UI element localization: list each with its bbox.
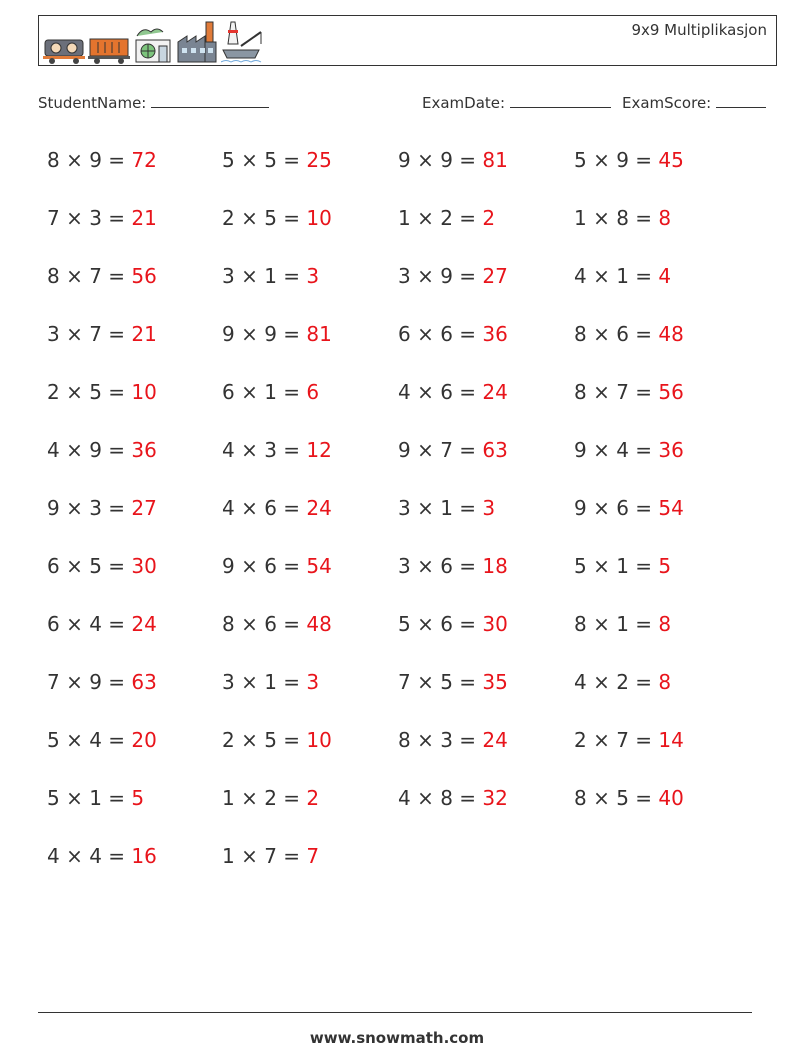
problem-answer: 27: [131, 496, 157, 520]
problem-item: [222, 206, 332, 230]
problem-item: [574, 786, 684, 810]
problem-answer: 54: [658, 496, 684, 520]
problem-question: 2 × 5 =: [222, 728, 307, 752]
problem-item: [574, 438, 684, 462]
header-box: [38, 15, 777, 66]
problem-question: 2 × 7 =: [574, 728, 659, 752]
problem-answer: 6: [306, 380, 320, 404]
problem-question: 6 × 4 =: [47, 612, 132, 636]
problem-question: 9 × 4 =: [574, 438, 659, 462]
problem-item: [222, 438, 332, 462]
problem-item: [47, 670, 157, 694]
problem-answer: 20: [131, 728, 157, 752]
student-name-field: [38, 93, 269, 112]
problem-answer: 24: [482, 728, 508, 752]
problem-answer: 10: [306, 728, 332, 752]
problem-question: 8 × 7 =: [574, 380, 659, 404]
problem-item: [47, 438, 157, 462]
power-plant-icon: [133, 24, 173, 64]
problem-answer: 18: [482, 554, 508, 578]
problem-question: 5 × 4 =: [47, 728, 132, 752]
exam-score-field: [622, 93, 766, 112]
problem-item: [398, 322, 508, 346]
problem-answer: 81: [306, 322, 332, 346]
problem-question: 2 × 5 =: [222, 206, 307, 230]
problem-question: 7 × 5 =: [398, 670, 483, 694]
problem-item: [47, 322, 157, 346]
problem-question: 9 × 6 =: [222, 554, 307, 578]
problem-answer: 56: [131, 264, 157, 288]
problem-question: 3 × 6 =: [398, 554, 483, 578]
problem-answer: 5: [658, 554, 672, 578]
problem-item: [574, 496, 684, 520]
problem-question: 8 × 5 =: [574, 786, 659, 810]
problem-item: [574, 554, 671, 578]
problem-question: 9 × 6 =: [574, 496, 659, 520]
problem-question: 2 × 5 =: [47, 380, 132, 404]
problem-item: [47, 496, 157, 520]
problem-item: [47, 264, 157, 288]
problem-answer: 21: [131, 206, 157, 230]
problem-answer: 3: [482, 496, 496, 520]
problem-item: [398, 612, 508, 636]
problem-item: [47, 844, 157, 868]
problem-answer: 63: [131, 670, 157, 694]
problem-item: [398, 206, 495, 230]
problem-question: 1 × 7 =: [222, 844, 307, 868]
problem-item: [574, 148, 684, 172]
footer-url: www.snowmath.com: [309, 1029, 485, 1047]
problem-question: 4 × 1 =: [574, 264, 659, 288]
problem-answer: 12: [306, 438, 332, 462]
problem-item: [574, 670, 671, 694]
problem-item: [398, 380, 508, 404]
problem-question: 9 × 9 =: [222, 322, 307, 346]
problem-question: 5 × 9 =: [574, 148, 659, 172]
problem-question: 9 × 9 =: [398, 148, 483, 172]
problem-question: 4 × 8 =: [398, 786, 483, 810]
problem-answer: 32: [482, 786, 508, 810]
exam-date-field: [422, 93, 611, 112]
problem-question: 5 × 1 =: [47, 786, 132, 810]
problem-item: [222, 322, 332, 346]
problem-item: [398, 670, 508, 694]
problem-answer: 36: [482, 322, 508, 346]
problem-item: [574, 728, 684, 752]
problem-question: 4 × 9 =: [47, 438, 132, 462]
problem-question: 8 × 1 =: [574, 612, 659, 636]
student-name-blank: [151, 93, 269, 108]
problem-answer: 63: [482, 438, 508, 462]
problem-item: [47, 148, 157, 172]
oil-rig-icon: [221, 20, 265, 64]
problem-item: [222, 670, 319, 694]
problem-answer: 35: [482, 670, 508, 694]
problem-answer: 3: [306, 670, 320, 694]
problem-item: [398, 496, 495, 520]
problem-answer: 25: [306, 148, 332, 172]
problem-question: 6 × 5 =: [47, 554, 132, 578]
tank-wagon-icon: [43, 34, 85, 64]
problem-item: [47, 612, 157, 636]
problem-item: [222, 264, 319, 288]
problem-answer: 45: [658, 148, 684, 172]
problem-answer: 14: [658, 728, 684, 752]
problem-question: 8 × 3 =: [398, 728, 483, 752]
problem-question: 3 × 9 =: [398, 264, 483, 288]
problem-item: [222, 148, 332, 172]
problem-answer: 8: [658, 612, 672, 636]
problem-answer: 2: [306, 786, 320, 810]
problem-question: 9 × 7 =: [398, 438, 483, 462]
problem-question: 4 × 2 =: [574, 670, 659, 694]
problem-question: 6 × 1 =: [222, 380, 307, 404]
problem-answer: 10: [306, 206, 332, 230]
problem-question: 9 × 3 =: [47, 496, 132, 520]
problem-question: 4 × 3 =: [222, 438, 307, 462]
problem-item: [222, 380, 319, 404]
problem-item: [222, 496, 332, 520]
problem-item: [398, 728, 508, 752]
problem-answer: 21: [131, 322, 157, 346]
problem-question: 8 × 6 =: [222, 612, 307, 636]
problem-answer: 2: [482, 206, 496, 230]
problem-answer: 24: [131, 612, 157, 636]
problem-answer: 3: [306, 264, 320, 288]
problem-item: [47, 786, 144, 810]
problem-item: [398, 554, 508, 578]
problem-question: 4 × 4 =: [47, 844, 132, 868]
problem-item: [222, 554, 332, 578]
worksheet-title: 9x9 Multiplikasjon: [631, 21, 767, 39]
problem-answer: 48: [306, 612, 332, 636]
problem-item: [47, 380, 157, 404]
problem-question: 3 × 1 =: [222, 264, 307, 288]
problem-answer: 8: [658, 670, 672, 694]
problem-item: [574, 264, 671, 288]
problem-item: [222, 786, 319, 810]
problem-question: 4 × 6 =: [398, 380, 483, 404]
problem-answer: 30: [482, 612, 508, 636]
exam-date-label: ExamDate:: [422, 94, 506, 112]
problem-answer: 30: [131, 554, 157, 578]
problem-item: [222, 612, 332, 636]
problem-question: 3 × 1 =: [222, 670, 307, 694]
problem-question: 5 × 6 =: [398, 612, 483, 636]
factory-icon: [176, 20, 218, 64]
problem-question: 8 × 9 =: [47, 148, 132, 172]
problem-question: 7 × 3 =: [47, 206, 132, 230]
problem-question: 1 × 8 =: [574, 206, 659, 230]
problem-answer: 4: [658, 264, 672, 288]
problem-item: [222, 728, 332, 752]
problem-question: 6 × 6 =: [398, 322, 483, 346]
problem-answer: 40: [658, 786, 684, 810]
problem-item: [574, 206, 671, 230]
problem-question: 7 × 9 =: [47, 670, 132, 694]
exam-score-blank: [716, 93, 766, 108]
problem-question: 8 × 6 =: [574, 322, 659, 346]
problem-answer: 24: [306, 496, 332, 520]
problem-answer: 10: [131, 380, 157, 404]
problem-question: 8 × 7 =: [47, 264, 132, 288]
problem-question: 3 × 7 =: [47, 322, 132, 346]
exam-score-label: ExamScore:: [622, 94, 712, 112]
problem-question: 1 × 2 =: [398, 206, 483, 230]
problem-answer: 27: [482, 264, 508, 288]
problem-answer: 7: [306, 844, 320, 868]
problem-answer: 54: [306, 554, 332, 578]
problem-answer: 5: [131, 786, 145, 810]
problem-question: 5 × 5 =: [222, 148, 307, 172]
problem-answer: 8: [658, 206, 672, 230]
problem-item: [222, 844, 319, 868]
problem-item: [47, 554, 157, 578]
problem-item: [398, 148, 508, 172]
problem-answer: 56: [658, 380, 684, 404]
problem-item: [574, 612, 671, 636]
student-name-label: StudentName:: [38, 94, 147, 112]
problem-question: 1 × 2 =: [222, 786, 307, 810]
problem-item: [574, 380, 684, 404]
header-icons: [43, 20, 265, 64]
problem-question: 5 × 1 =: [574, 554, 659, 578]
problem-answer: 81: [482, 148, 508, 172]
problem-answer: 36: [131, 438, 157, 462]
problem-answer: 48: [658, 322, 684, 346]
exam-date-blank: [510, 93, 611, 108]
problem-item: [47, 728, 157, 752]
problem-item: [398, 438, 508, 462]
problem-answer: 36: [658, 438, 684, 462]
problem-item: [574, 322, 684, 346]
footer-divider: [38, 1012, 752, 1013]
problem-item: [398, 264, 508, 288]
problem-item: [398, 786, 508, 810]
freight-wagon-icon: [88, 34, 130, 64]
problem-answer: 24: [482, 380, 508, 404]
problem-answer: 16: [131, 844, 157, 868]
problem-answer: 72: [131, 148, 157, 172]
problem-question: 4 × 6 =: [222, 496, 307, 520]
problem-item: [47, 206, 157, 230]
problem-question: 3 × 1 =: [398, 496, 483, 520]
